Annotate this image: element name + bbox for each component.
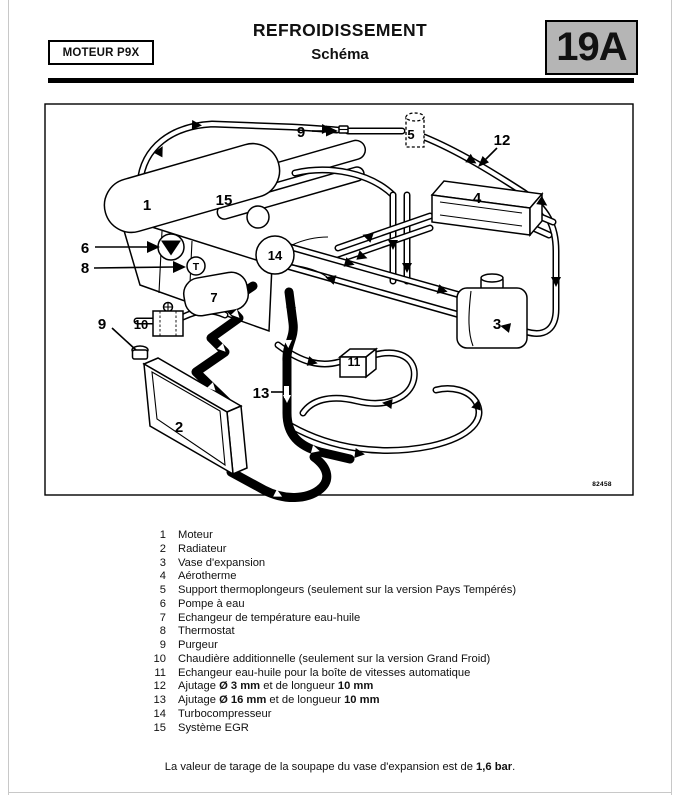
egr-port: [247, 206, 269, 228]
legend-item-text: Aérotherme: [178, 570, 237, 583]
legend-item: [150, 625, 516, 639]
callout-14: 14: [267, 248, 283, 263]
legend-item-text: Ajutage Ø 16 mm et de longueur 10 mm: [178, 694, 380, 706]
callout-4: 4: [472, 190, 482, 207]
legend-item-number: 1: [159, 529, 166, 541]
legend-item-text: Echangeur de température eau-huile: [178, 611, 361, 624]
callout-3: 3: [492, 316, 502, 333]
additional-boiler: [153, 303, 183, 337]
legend-item-number: 12: [153, 680, 166, 693]
svg-text:T: T: [192, 261, 200, 273]
legend-item-text: Moteur: [178, 529, 213, 541]
legend-item-text: Pompe à eau: [178, 597, 245, 610]
legend-list: [150, 529, 516, 735]
legend-item: [150, 653, 516, 667]
legend-item: [150, 543, 516, 557]
legend-item-number: 13: [153, 694, 166, 706]
legend-item-text: Système EGR: [178, 721, 249, 734]
legend-item: [150, 570, 516, 584]
legend-item: [150, 708, 516, 722]
footer-note: La valeur de tarage de la soupape du vase d'expansion est de 1,6 bar.: [164, 761, 516, 773]
legend-item-text: Ajutage Ø 3 mm et de longueur 10 mm: [178, 680, 374, 693]
legend-item: [150, 598, 516, 612]
legend-item: [150, 529, 516, 543]
legend-item-text: Radiateur: [178, 542, 227, 555]
callout-11: 11: [347, 355, 361, 369]
legend-item-text: Purgeur: [178, 639, 218, 651]
callout-1: 1: [142, 197, 152, 214]
legend-item-number: 7: [159, 611, 166, 624]
callout-2: 2: [174, 419, 184, 436]
legend-item-number: 11: [154, 666, 166, 679]
callout-9-left: 9: [97, 316, 107, 333]
legend-item-number: 9: [159, 639, 166, 651]
legend-item-number: 4: [159, 570, 166, 583]
expansion-tank: [457, 274, 527, 348]
legend-item-text: Turbocompresseur: [178, 707, 272, 720]
engine-code-badge: MOTEUR P9X: [48, 40, 154, 65]
legend-item: [150, 667, 516, 681]
legend-item-text: Echangeur eau-huile pour la boîte de vitesses automatique: [178, 666, 471, 679]
page-subtitle: Schéma: [311, 46, 369, 63]
legend-item-number: 6: [159, 597, 166, 610]
radiator: [132, 346, 247, 474]
figure-code: 82458: [592, 481, 612, 488]
legend-item: [150, 722, 516, 736]
bleed-screw: [339, 126, 348, 133]
thermostat-icon: [187, 257, 205, 275]
legend-item: [150, 680, 516, 694]
legend-item-number: 5: [159, 584, 166, 596]
callout-8: 8: [80, 260, 90, 277]
legend-item-number: 10: [153, 652, 166, 665]
page-edge-left: [8, 0, 9, 795]
legend-item: [150, 584, 516, 598]
legend-item-number: 15: [153, 721, 166, 734]
callout-6: 6: [80, 240, 90, 257]
header-rule: [48, 78, 634, 83]
heater-core: [432, 181, 542, 235]
water-pump-icon: [158, 234, 184, 260]
legend-item-text: Thermostat: [178, 625, 235, 638]
legend-item: [150, 639, 516, 653]
legend-item-number: 3: [159, 556, 166, 569]
callout-7: 7: [210, 290, 218, 305]
page-title: REFROIDISSEMENT: [252, 20, 428, 40]
page-edge-bottom: [8, 792, 672, 793]
legend-item-number: 8: [159, 625, 166, 638]
callout-5: 5: [407, 127, 415, 142]
callout-10: 10: [133, 317, 149, 332]
callout-15: 15: [215, 192, 233, 209]
legend-item-number: 2: [159, 542, 166, 555]
legend-item: [150, 694, 516, 708]
legend-item-text: Support thermoplongeurs (seulement sur la version Pays Tempérés): [178, 584, 517, 596]
callout-9-top: 9: [296, 124, 306, 141]
page-edge-right: [671, 0, 672, 795]
legend-item: [150, 612, 516, 626]
legend-item-text: Chaudière additionnelle (seulement sur la version Grand Froid): [178, 652, 491, 665]
section-code-box: 19A: [545, 20, 638, 75]
callout-12: 12: [493, 132, 511, 149]
legend-item-number: 14: [153, 707, 166, 720]
callout-13: 13: [252, 385, 270, 402]
legend-item: [150, 557, 516, 571]
cooling-circuit-diagram: [40, 95, 640, 507]
legend-item-text: Vase d'expansion: [178, 556, 266, 569]
